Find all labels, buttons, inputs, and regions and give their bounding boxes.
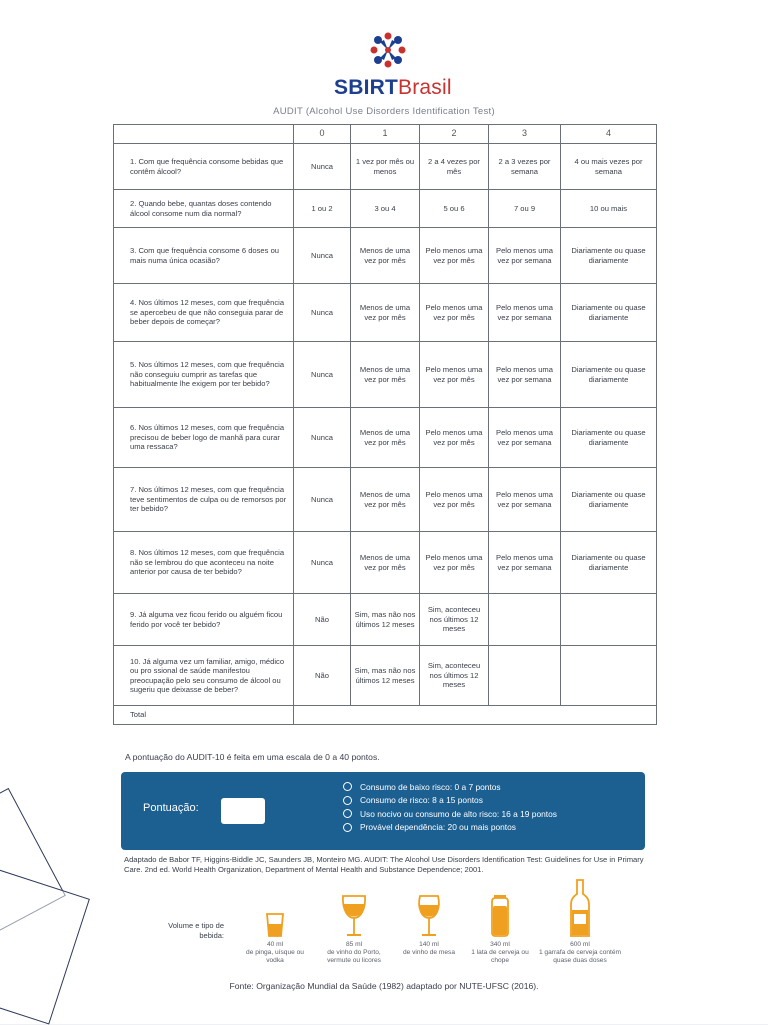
wine-glass-icon (416, 894, 442, 938)
answer-cell: Pelo menos uma vez por mês (420, 284, 489, 342)
header-question-cell (114, 125, 294, 144)
drink-port-wine (320, 894, 388, 966)
table-row (114, 646, 657, 706)
table-row (114, 190, 657, 228)
header-score-cell: 3 (489, 125, 561, 144)
answer-cell: Pelo menos uma vez por semana (489, 468, 561, 532)
audit-table (113, 124, 657, 725)
answer-cell: 4 ou mais vezes por semana (561, 144, 657, 190)
answer-cell: Pelo menos uma vez por semana (489, 228, 561, 284)
answer-cell: Sim, mas não nos últimos 12 meses (351, 646, 420, 706)
drink-shot (240, 910, 310, 966)
answer-cell: Pelo menos uma vez por mês (420, 408, 489, 468)
question-cell: 10. Já alguma vez um familiar, amigo, médico ou pro ssional de saúde manifestou preocupação pelo seu consumo de álcool ou sugeriu que deixasse de beber? (114, 646, 294, 706)
answer-cell (561, 594, 657, 646)
scoring-note: A pontuação do AUDIT-10 é feita em uma escala de 0 a 40 pontos. (125, 752, 380, 762)
header-score-cell: 2 (420, 125, 489, 144)
answer-cell: 3 ou 4 (351, 190, 420, 228)
answer-cell: Pelo menos uma vez por mês (420, 342, 489, 408)
score-input[interactable] (221, 798, 265, 824)
answer-cell: 2 a 3 vezes por semana (489, 144, 561, 190)
question-cell: 3. Com que frequência consome 6 doses ou mais numa única ocasião? (114, 228, 294, 284)
answer-cell: Não (294, 594, 351, 646)
answer-cell (561, 646, 657, 706)
score-label: Pontuação: (143, 802, 199, 814)
answer-cell: Diariamente ou quase diariamente (561, 532, 657, 594)
risk-option-label: Uso nocivo ou consumo de alto risco: 16 a 19 pontos (360, 808, 557, 819)
header-score-cell: 0 (294, 125, 351, 144)
answer-cell: Menos de uma vez por mês (351, 532, 420, 594)
answer-cell: 5 ou 6 (420, 190, 489, 228)
table-header-row (114, 125, 657, 144)
shot-glass-icon (265, 910, 285, 938)
table-row (114, 342, 657, 408)
drink-volume: 85 ml (345, 941, 363, 948)
question-cell: 6. Nos últimos 12 meses, com que frequência precisou de beber logo de manhã para curar uma ressaca? (114, 408, 294, 468)
answer-cell: 7 ou 9 (489, 190, 561, 228)
answer-cell: Pelo menos uma vez por semana (489, 342, 561, 408)
radio-icon[interactable] (343, 796, 352, 805)
answer-cell: 1 vez por mês ou menos (351, 144, 420, 190)
question-cell: 9. Já alguma vez ficou ferido ou alguém ficou ferido por você ter bebido? (114, 594, 294, 646)
risk-option-label: Consumo de baixo risco: 0 a 7 pontos (360, 781, 501, 792)
drink-volume: 40 ml (266, 941, 284, 948)
score-panel (121, 772, 645, 850)
question-cell: 2. Quando bebe, quantas doses contendo álcool consome num dia normal? (114, 190, 294, 228)
question-cell: 8. Nos últimos 12 meses, com que frequência não se lembrou do que aconteceu na noite anterior por causa de ter bebido? (114, 532, 294, 594)
table-row (114, 408, 657, 468)
table-row (114, 228, 657, 284)
answer-cell: Menos de uma vez por mês (351, 342, 420, 408)
answer-cell: Diariamente ou quase diariamente (561, 468, 657, 532)
answer-cell: Diariamente ou quase diariamente (561, 342, 657, 408)
answer-cell: Sim, aconteceu nos últimos 12 meses (420, 646, 489, 706)
header-score-cell: 4 (561, 125, 657, 144)
header-score-cell: 1 (351, 125, 420, 144)
table-row (114, 532, 657, 594)
question-cell: 1. Com que frequência consome bebidas que contêm álcool? (114, 144, 294, 190)
sbirt-logo-mark-icon (370, 32, 406, 68)
drink-table-wine (396, 894, 462, 957)
total-row (114, 706, 657, 725)
answer-cell: Diariamente ou quase diariamente (561, 228, 657, 284)
table-row (114, 468, 657, 532)
port-wine-glass-icon (340, 894, 368, 938)
question-cell: 7. Nos últimos 12 meses, com que frequência teve sentimentos de culpa ou de remorsos por ter bebido? (114, 468, 294, 532)
answer-cell: Menos de uma vez por mês (351, 228, 420, 284)
radio-icon[interactable] (343, 823, 352, 832)
answer-cell: Menos de uma vez por mês (351, 284, 420, 342)
drink-volume: 600 ml (570, 941, 590, 948)
answer-cell: Pelo menos uma vez por mês (420, 532, 489, 594)
risk-option-label: Consumo de risco: 8 a 15 pontos (360, 795, 483, 806)
answer-cell: Menos de uma vez por mês (351, 408, 420, 468)
answer-cell: Diariamente ou quase diariamente (561, 408, 657, 468)
answer-cell: Sim, mas não nos últimos 12 meses (351, 594, 420, 646)
answer-cell: Nunca (294, 228, 351, 284)
form-title: AUDIT (Alcohol Use Disorders Identification Test) (273, 106, 495, 117)
answer-cell (489, 646, 561, 706)
citation: Adaptado de Babor TF, Higgins-Biddle JC, Saunders JB, Monteiro MG. AUDIT: The Alcohol Use Disorders Identification Test: Guidelines for Use in Primary Care. 2nd ed. World Health Organization, Department of Mental Health and Substance Dependence; 2001. (124, 855, 644, 874)
decorative-paper-sheet (0, 867, 90, 1024)
drink-volume: 340 ml (490, 941, 510, 948)
drink-description: de pinga, uísque ou vodka (246, 949, 304, 965)
radio-icon[interactable] (343, 809, 352, 818)
answer-cell: Sim, aconteceu nos últimos 12 meses (420, 594, 489, 646)
table-row (114, 284, 657, 342)
answer-cell: Diariamente ou quase diariamente (561, 284, 657, 342)
answer-cell: 1 ou 2 (294, 190, 351, 228)
answer-cell: Nunca (294, 532, 351, 594)
answer-cell: Nunca (294, 342, 351, 408)
risk-option[interactable] (343, 807, 557, 821)
table-row (114, 594, 657, 646)
question-cell: 5. Nos últimos 12 meses, com que frequência não conseguiu cumprir as tarefas que habitualmente lhe exigem por ter bebido? (114, 342, 294, 408)
answer-cell: Nunca (294, 144, 351, 190)
brand-name-part2: Brasil (398, 76, 452, 99)
answer-cell: Não (294, 646, 351, 706)
drink-beer-bottle (532, 878, 628, 966)
answer-cell: Nunca (294, 408, 351, 468)
risk-option[interactable] (343, 821, 557, 835)
answer-cell: Menos de uma vez por mês (351, 468, 420, 532)
drink-description: 1 garrafa de cerveja contém quase duas doses (538, 949, 622, 965)
total-value-cell (294, 706, 657, 725)
drink-description: de vinho de mesa (402, 949, 456, 957)
volume-label: Volume e tipo de bebida: (168, 921, 224, 940)
drink-description: de vinho do Porto, vermute ou licores (327, 949, 381, 965)
answer-cell: Pelo menos uma vez por semana (489, 284, 561, 342)
answer-cell: Pelo menos uma vez por semana (489, 532, 561, 594)
radio-icon[interactable] (343, 782, 352, 791)
answer-cell: Pelo menos uma vez por mês (420, 468, 489, 532)
risk-option[interactable] (343, 794, 557, 808)
drink-volume: 140 ml (419, 941, 439, 948)
risk-option[interactable] (343, 780, 557, 794)
beer-bottle-icon (569, 878, 591, 938)
total-label: Total (114, 706, 294, 725)
table-row (114, 144, 657, 190)
source-note: Fonte: Organização Mundial da Saúde (1982) adaptado por NUTE-UFSC (2016). (229, 981, 539, 991)
answer-cell: Nunca (294, 284, 351, 342)
beer-can-icon (490, 894, 510, 938)
answer-cell: Pelo menos uma vez por semana (489, 408, 561, 468)
risk-option-label: Provável dependência: 20 ou mais pontos (360, 822, 516, 833)
brand-name-part1: SBIRT (334, 76, 398, 99)
answer-cell: 2 a 4 vezes por mês (420, 144, 489, 190)
question-cell: 4. Nos últimos 12 meses, com que frequência se apercebeu de que não conseguia parar de beber depois de começar? (114, 284, 294, 342)
answer-cell (489, 594, 561, 646)
answer-cell: Nunca (294, 468, 351, 532)
risk-level-options (343, 780, 557, 834)
answer-cell: 10 ou mais (561, 190, 657, 228)
drink-beer-can (468, 894, 532, 966)
brand-name (334, 76, 474, 100)
drink-description: 1 lata de cerveja ou chope (471, 949, 529, 965)
answer-cell: Pelo menos uma vez por mês (420, 228, 489, 284)
